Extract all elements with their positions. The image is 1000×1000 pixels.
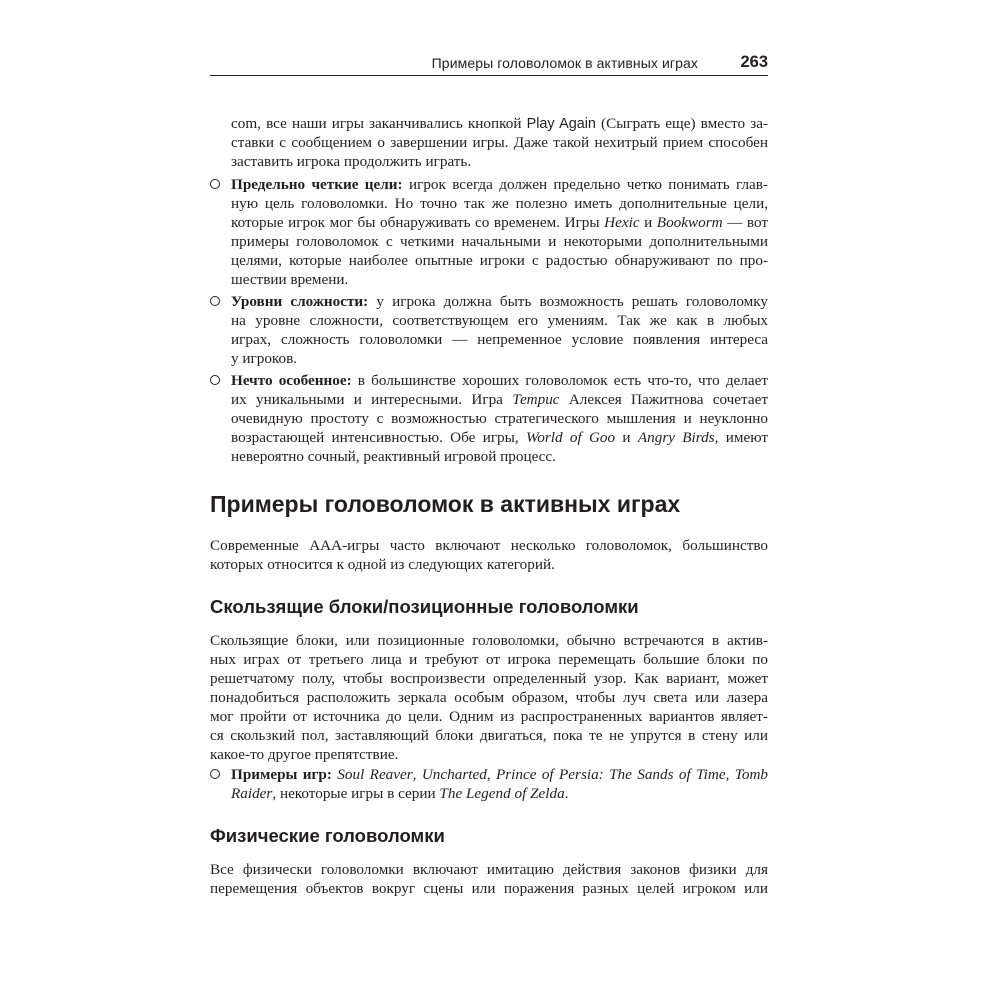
text-line: ных играх от третьего лица и требуют от игрока перемещать большие блоки по bbox=[210, 651, 768, 668]
text-line: Примеры игр: Soul Reaver, Uncharted, Prince of Persia: The Sands of Time, Tomb bbox=[231, 766, 769, 783]
text-line: какое-то другое препятствие. bbox=[210, 746, 399, 763]
text-line: com, все наши игры заканчивались кнопкой Play Again (Сыграть еще) вместо за- bbox=[231, 115, 769, 132]
text-line: Все физически головоломки включают имитацию действия законов физики для bbox=[210, 861, 768, 878]
bullet-label: Предельно четкие цели: bbox=[231, 176, 403, 193]
text-line: мог пройти от источника до цели. Одним из распространенных вариантов являет- bbox=[210, 708, 768, 725]
text-line: Предельно четкие цели: игрок всегда должен предельно четко понимать глав- bbox=[231, 176, 768, 193]
text-line: Нечто особенное: в большинстве хороших головоломок есть что-то, что делает bbox=[231, 372, 768, 389]
running-head-title: Примеры головоломок в активных играх bbox=[431, 55, 698, 71]
text-line: решетчатому полу, чтобы воспроизвести определенный узор. Как вариант, может bbox=[210, 670, 768, 687]
play-again-label: Play Again bbox=[526, 116, 596, 132]
text-line: возрастающей интенсивностью. Обе игры, World of Goo и Angry Birds, имеют bbox=[231, 429, 769, 446]
text-line: которые игрок мог бы обнаруживать со временем. Игры Hexic и Bookworm — вот bbox=[231, 214, 768, 231]
text-line: которых относится к одной из следующих категорий. bbox=[210, 556, 555, 573]
subsection-heading: Физические головоломки bbox=[210, 825, 445, 846]
section-heading: Примеры головоломок в активных играх bbox=[210, 491, 681, 517]
bullet-label: Уровни сложности: bbox=[231, 293, 369, 310]
text-line: очевидную простоту с возможностью стратегического мышления и неуклонно bbox=[231, 410, 768, 427]
text-line: Современные ААА-игры часто включают несколько головоломок, большинство bbox=[210, 537, 768, 554]
text-line: ную цель головоломки. Но точно так же полезно иметь дополнительные цели, bbox=[231, 195, 768, 212]
text-line: ся скользкий пол, заставляющий блоки двигаться, пока те не упрутся в стену или bbox=[210, 727, 768, 744]
text-line: понадобиться расположить зеркала особым образом, чтобы луч света или лазера bbox=[210, 689, 768, 706]
bullet-icon bbox=[210, 296, 220, 306]
bullet-icon bbox=[210, 179, 220, 189]
text-line: играх, сложность головоломки — непременное условие появления интереса bbox=[231, 331, 768, 348]
text-line: на уровне сложности, соответствующем его умениям. Так же как в любых bbox=[231, 312, 768, 329]
bullet-icon bbox=[210, 375, 220, 385]
page-number: 263 bbox=[740, 53, 768, 71]
text-line: Raider, некоторые игры в серии The Legend of Zelda. bbox=[231, 785, 569, 802]
bullet-label: Нечто особенное: bbox=[231, 372, 352, 389]
text-line: шествии времени. bbox=[231, 271, 349, 288]
text-line: невероятно сочный, реактивный игровой процесс. bbox=[231, 448, 556, 465]
text-line: заставить игрока продолжить играть. bbox=[231, 153, 472, 170]
subsection-heading: Скользящие блоки/позиционные головоломки bbox=[210, 596, 639, 617]
text-line: ставки с сообщением о завершении игры. Даже такой нехитрый прием способен bbox=[231, 134, 768, 151]
text-line: перемещения объектов вокруг сцены или поражения разных целей игроком или bbox=[210, 880, 768, 897]
text-line: целями, которые наиболее опытные игроки с радостью обнаруживают по про- bbox=[231, 252, 768, 269]
running-head bbox=[210, 53, 768, 76]
text-line: примеры головоломок с четкими начальными и некоторыми дополнительными bbox=[231, 233, 768, 250]
text-line: Уровни сложности: у игрока должна быть возможность решать головоломку bbox=[231, 293, 769, 310]
text-line: у игроков. bbox=[231, 350, 298, 367]
bullet-icon bbox=[210, 769, 220, 779]
bullet-label: Примеры игр: bbox=[231, 766, 332, 783]
text-line: их уникальными и интересными. Игра Тетрис Алексея Пажитнова сочетает bbox=[231, 391, 768, 408]
text-line: Скользящие блоки, или позиционные головоломки, обычно встречаются в актив- bbox=[210, 632, 768, 649]
